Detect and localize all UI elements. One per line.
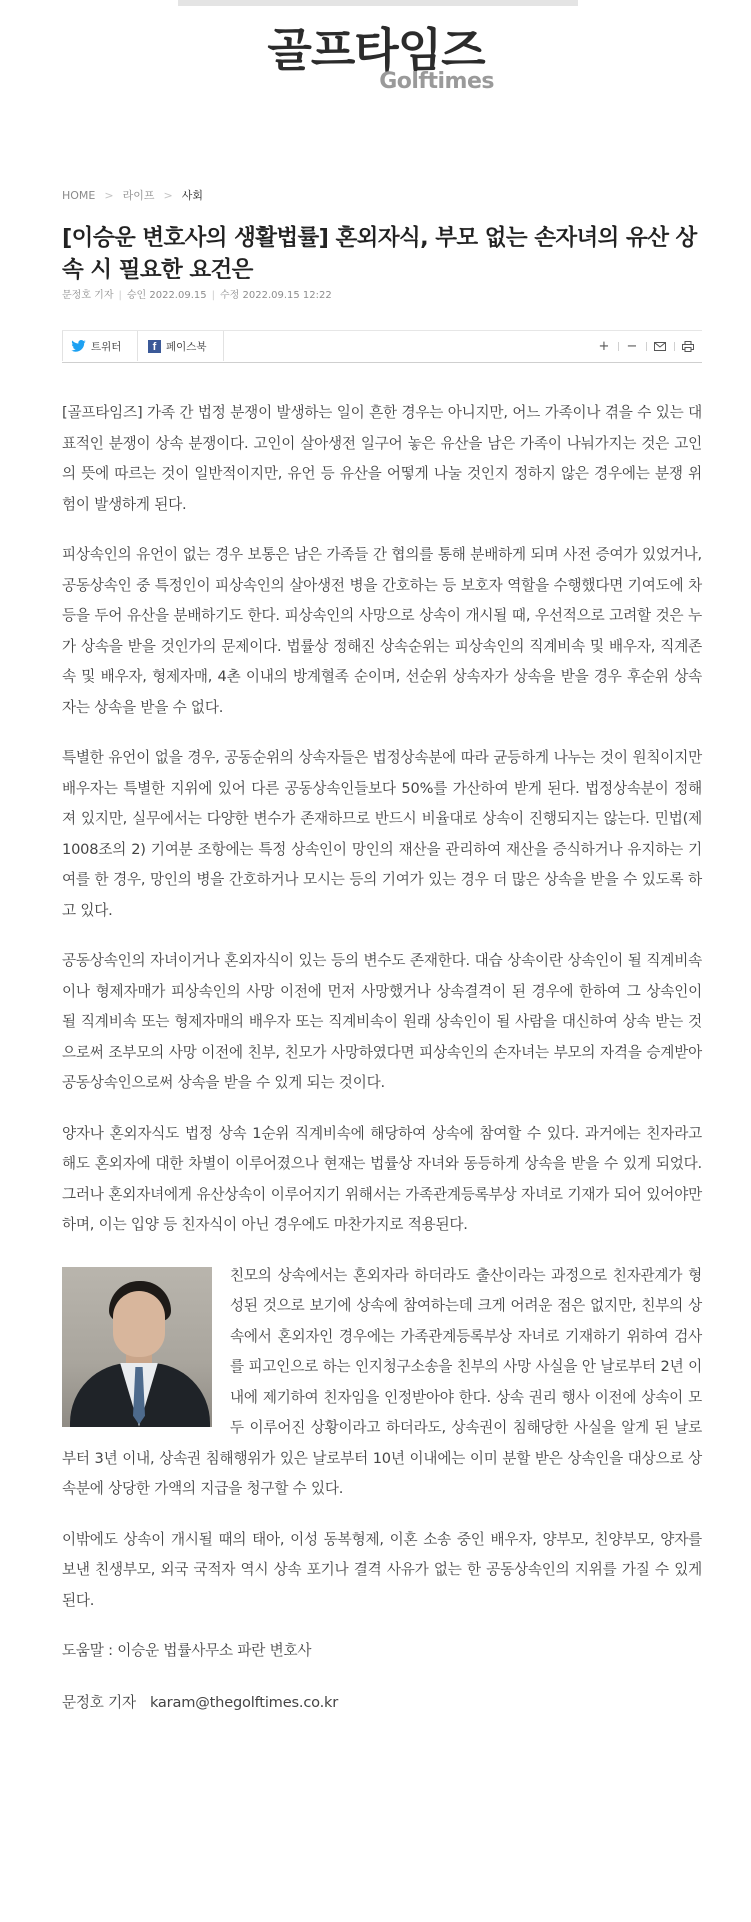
share-toolbar — [62, 330, 702, 363]
twitter-share-button[interactable] — [62, 331, 138, 361]
breadcrumb-home[interactable]: HOME — [62, 189, 96, 202]
article-tools — [590, 331, 702, 361]
printer-icon — [682, 341, 694, 352]
advisor-note: 도움말 : 이승운 법률사무소 파란 변호사 — [62, 1642, 312, 1659]
font-size-decrease-button[interactable]: − — [618, 331, 646, 361]
article-paragraph: [골프타임즈] 가족 간 법정 분쟁이 발생하는 일이 흔한 경우는 아니지만, 어느 가족이나 겪을 수 있는 대표적인 분쟁이 상속 분쟁이다. 고인이 살아생전 일구어 놓은 유산을 남은 가족이 나눠가지는 것은 고인의 뜻에 따르는 것이 일반적이지만, 유언 등 유산을 어떻게 나눌 것인지 정하지 않은 경우에는 분쟁 위험이 발생하게 된다. — [62, 404, 702, 513]
byline-email[interactable]: karam@thegolftimes.co.kr — [149, 1694, 339, 1711]
meta-divider: | — [211, 290, 215, 301]
twitter-share-label: 트위터 — [91, 340, 122, 353]
facebook-icon: f — [148, 340, 161, 353]
article-approved-date: 승인 2022.09.15 — [126, 290, 207, 301]
meta-divider: | — [118, 290, 122, 301]
breadcrumb — [62, 188, 203, 204]
site-logo[interactable] — [240, 22, 512, 100]
article-paragraph: 공동상속인의 자녀이거나 혼외자식이 있는 등의 변수도 존재한다. 대습 상속이란 상속인이 될 직계비속이나 형제자매가 피상속인의 사망 이전에 먼저 사망했거나 상속결격이 된 경우에 한하여 그 상속인이 될 직계비속 또는 형제자매의 배우자 또는 직계비속이 원래 상속인이 될 사람을 대신하여 상속 받는 것으로써 조부모의 사망 이전에 친부, 친모가 사망하였다면 피상속인의 손자녀는 부모의 자격을 승계받아 공동상속인으로써 상속을 받을 수 있게 되는 것이다. — [62, 952, 702, 1091]
mail-icon — [654, 342, 666, 351]
facebook-share-label: 페이스북 — [166, 340, 207, 353]
lawyer-portrait-photo — [62, 1267, 212, 1427]
byline-reporter: 문정호 기자 — [62, 1694, 136, 1711]
chevron-right-icon: > — [104, 189, 114, 202]
article-paragraph: 특별한 유언이 없을 경우, 공동순위의 상속자들은 법정상속분에 따라 균등하게 나누는 것이 원칙이지만 배우자는 특별한 지위에 있어 다른 공동상속인들보다 50%를 가산하여 받게 된다. 법정상속분이 정해져 있지만, 실무에서는 다양한 변수가 존재하므로 반드시 비율대로 상속이 진행되지는 않는다. 민법(제1008조의 2) 기여분 조항에는 특정 상속인이 망인의 재산을 관리하여 재산을 증식하거나 유지하는 기여를 한 경우, 망인의 병을 간호하거나 모시는 등의 기여가 있는 경우 더 많은 상속을 받을 수 있도록 하고 있다. — [62, 749, 702, 919]
top-bar — [178, 0, 578, 6]
breadcrumb-life[interactable]: 라이프 — [122, 189, 155, 202]
facebook-share-button[interactable] — [138, 331, 224, 361]
breadcrumb-society[interactable]: 사회 — [181, 189, 203, 202]
article-modified-date: 수정 2022.09.15 12:22 — [220, 290, 332, 301]
article-paragraph: 이밖에도 상속이 개시될 때의 태아, 이성 동복형제, 이혼 소송 중인 배우자, 양부모, 친양부모, 양자를 보낸 친생부모, 외국 국적자 역시 상속 포기나 결격 사유가 없는 한 공동상속인의 지위를 가질 수 있게 된다. — [62, 1530, 702, 1609]
print-button[interactable] — [674, 331, 702, 361]
email-button[interactable] — [646, 331, 674, 361]
twitter-icon — [71, 340, 86, 352]
font-size-increase-button[interactable]: + — [598, 338, 610, 354]
article-paragraph: 피상속인의 유언이 없는 경우 보통은 남은 가족들 간 협의를 통해 분배하게 되며 사전 증여가 있었거나, 공동상속인 중 특정인이 피상속인의 살아생전 병을 간호하는 등 보호자 역할을 수행했다면 기여도에 차등을 두어 유산을 분배하기도 한다. 피상속인의 사망으로 상속이 개시될 때, 우선적으로 고려할 것은 누가 상속을 받을 것인가의 문제이다. 법률상 정해진 상속순위는 피상속인의 직계비속 및 배우자, 직계존속 및 배우자, 형제자매, 4촌 이내의 방계혈족 순이며, 선순위 상속자가 상속을 받을 경우 후순위 상속자는 상속을 받을 수 없다. — [62, 546, 702, 716]
article-paragraph: 양자나 혼외자식도 법정 상속 1순위 직계비속에 해당하여 상속에 참여할 수 있다. 과거에는 친자라고 해도 혼외자에 대한 차별이 이루어졌으나 현재는 법률상 자녀와 동등하게 상속을 받을 수 있게 되었다. 그러나 혼외자녀에게 유산상속이 이루어지기 위해서는 가족관계등록부상 자녀로 기재가 되어 있어야만 하며, 이는 입양 등 친자식이 아닌 경우에도 마찬가지로 적용된다. — [62, 1124, 702, 1233]
logo-main-text: 골프타임즈 — [267, 23, 485, 77]
article-title: [이승운 변호사의 생활법률] 혼외자식, 부모 없는 손자녀의 유산 상속 시 필요한 요건은 — [62, 225, 697, 283]
chevron-right-icon: > — [163, 189, 173, 202]
article-byline — [62, 1688, 702, 1718]
article-meta — [62, 289, 332, 303]
article-author: 문정호 기자 — [62, 290, 114, 301]
logo-sub-text: Golftimes — [379, 69, 494, 94]
article-body — [62, 398, 702, 1740]
article-paragraph: 친모의 상속에서는 혼외자라 하더라도 출산이라는 과정으로 친자관계가 형성된 것으로 보기에 상속에 참여하는데 크게 어려운 점은 없지만, 친부의 상속에서 혼외자인 경우에는 가족관계등록부상 자녀로 기재하기 위하여 검사를 피고인으로 하는 인지청구소송을 친부의 사망 사실을 안 날로부터 2년 이내에 제기하여 친자임을 인정받아야 한다. 상속 권리 행사 이전에 상속이 모두 이루어진 상황이라고 하더라도, 상속권이 침해당한 사실을 알게 된 날로부터 3년 이내, 상속권 침해행위가 있은 날로부터 10년 이내에는 이미 분할 받은 상속인을 대상으로 상속분에 상당한 가액의 지급을 청구할 수 있다. — [62, 1266, 702, 1497]
